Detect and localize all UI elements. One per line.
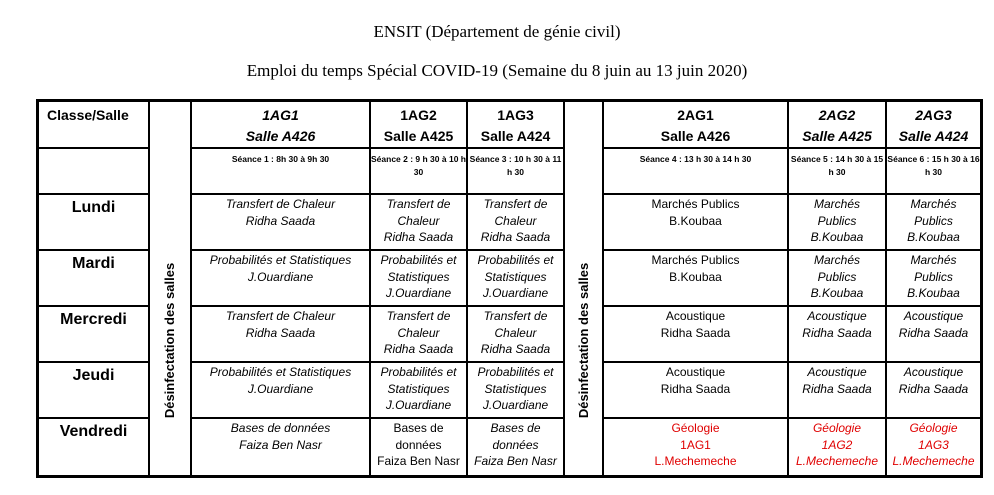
course-cell <box>789 363 885 417</box>
course-text: Chaleur <box>397 213 440 228</box>
course-cell <box>887 419 980 475</box>
column-header <box>604 102 787 147</box>
course-text: Marchés Publics <box>651 253 740 267</box>
session-time <box>371 149 466 193</box>
session-time <box>468 149 563 193</box>
course-text: Acoustique <box>665 365 726 379</box>
course-text: Publics <box>817 269 857 284</box>
column-header <box>192 102 369 147</box>
course-text: Transfert de <box>386 309 451 323</box>
course-text: Acoustique <box>807 365 867 379</box>
course-cell <box>887 195 980 249</box>
course-cell <box>468 307 563 361</box>
course-text: Ridha Saada <box>245 213 316 228</box>
course-text: B.Koubaa <box>810 230 864 244</box>
day-name: Lundi <box>71 199 116 216</box>
day-name: Jeudi <box>72 367 115 384</box>
course-text: B.Koubaa <box>907 286 960 300</box>
course-text: Acoustique <box>807 309 867 323</box>
corner-label: Classe/Salle <box>47 107 129 123</box>
course-text: J.Ouardiane <box>247 381 314 396</box>
course-text: Probabilités et Statistiques <box>209 253 352 267</box>
document-title: ENSIT (Département de génie civil) <box>373 22 621 41</box>
course-cell <box>371 363 466 417</box>
course-text: Statistiques <box>484 381 547 396</box>
session-label: Séance 4 : 13 h 30 à 14 h 30 <box>639 154 752 164</box>
session-row-label <box>39 149 148 193</box>
group-name: 2AG2 <box>818 107 856 123</box>
session-label: Séance 5 : 14 h 30 à 15 h 30 <box>790 154 884 177</box>
course-text: Faiza Ben Nasr <box>474 454 557 468</box>
session-label: Séance 1 : 8h 30 à 9h 30 <box>231 154 330 164</box>
room-name: Salle A426 <box>660 128 731 144</box>
course-text: L.Mechemeche <box>654 454 737 468</box>
course-text: Publics <box>817 213 857 228</box>
course-text: L.Mechemeche <box>892 454 975 468</box>
course-cell <box>887 251 980 305</box>
course-text: Marchés <box>910 253 957 267</box>
course-text: J.Ouardiane <box>385 398 452 412</box>
course-text: Marchés <box>910 197 957 211</box>
course-text: Acoustique <box>903 309 964 323</box>
group-name: 1AG1 <box>262 107 299 123</box>
course-cell <box>371 195 466 249</box>
course-cell <box>887 363 980 417</box>
disinfection-label: Désinfectation des salles <box>162 262 178 419</box>
course-text: Marchés <box>813 197 860 211</box>
course-cell <box>789 419 885 475</box>
course-text: J.Ouardiane <box>482 398 549 412</box>
session-time <box>789 149 885 193</box>
disinfection-column <box>150 102 190 475</box>
day-label <box>39 195 148 249</box>
course-text: Transfert de Chaleur <box>225 309 336 323</box>
session-time <box>604 149 787 193</box>
course-text: Ridha Saada <box>802 381 872 396</box>
course-text: Acoustique <box>665 309 726 323</box>
group-name: 2AG1 <box>677 107 714 123</box>
course-text: Ridha Saada <box>802 325 872 340</box>
course-text: Ridha Saada <box>480 230 551 244</box>
course-cell <box>371 419 466 475</box>
course-text: B.Koubaa <box>669 213 722 228</box>
timetable <box>36 99 983 478</box>
session-label: Séance 3 : 10 h 30 à 11 h 30 <box>469 154 562 177</box>
group-name: 1AG2 <box>400 107 437 123</box>
course-text: Ridha Saada <box>898 325 969 340</box>
course-cell <box>371 307 466 361</box>
course-text: Ridha Saada <box>383 230 454 244</box>
course-text: Ridha Saada <box>480 342 551 356</box>
course-text: Probabilités et <box>477 365 554 379</box>
course-text: Transfert de <box>483 197 548 211</box>
course-text: Géologie <box>812 421 862 435</box>
room-name: Salle A424 <box>480 128 551 144</box>
course-cell <box>604 251 787 305</box>
day-name: Mercredi <box>60 311 127 328</box>
session-label: Séance 2 : 9 h 30 à 10 h 30 <box>371 154 466 177</box>
course-text: Marchés Publics <box>651 197 740 211</box>
column-header <box>887 102 980 147</box>
course-text: B.Koubaa <box>669 269 722 284</box>
course-cell <box>192 419 369 475</box>
course-text: Ridha Saada <box>660 325 731 340</box>
course-text: B.Koubaa <box>810 286 864 300</box>
course-cell <box>192 195 369 249</box>
disinfection-column <box>565 102 602 475</box>
day-name: Mardi <box>72 255 115 272</box>
room-name: Salle A426 <box>245 128 316 144</box>
column-header <box>371 102 466 147</box>
course-text: Chaleur <box>397 325 440 340</box>
course-text: Chaleur <box>494 325 537 340</box>
session-time <box>192 149 369 193</box>
course-text: Bases de données <box>230 421 331 435</box>
course-cell <box>789 307 885 361</box>
course-text: Probabilités et <box>477 253 554 267</box>
course-text: Statistiques <box>387 381 450 396</box>
day-name: Vendredi <box>59 423 128 440</box>
course-text: 1AG3 <box>918 437 949 452</box>
course-text: Géologie <box>909 421 958 435</box>
room-name: Salle A425 <box>383 128 454 144</box>
course-text: J.Ouardiane <box>247 269 314 284</box>
course-text: Probabilités et Statistiques <box>209 365 352 379</box>
course-text: 1AG2 <box>821 437 853 452</box>
room-name: Salle A424 <box>898 128 969 144</box>
course-text: Publics <box>914 213 953 228</box>
course-cell <box>604 363 787 417</box>
course-text: J.Ouardiane <box>385 286 452 300</box>
course-text: Faiza Ben Nasr <box>377 454 460 468</box>
course-text: Géologie <box>671 421 720 435</box>
course-cell <box>468 363 563 417</box>
course-text: L.Mechemeche <box>795 454 879 468</box>
column-header <box>468 102 563 147</box>
course-text: B.Koubaa <box>907 230 960 244</box>
course-text: Marchés <box>813 253 860 267</box>
course-cell <box>192 363 369 417</box>
course-text: Statistiques <box>387 269 450 284</box>
course-text: Faiza Ben Nasr <box>239 437 322 452</box>
course-text: J.Ouardiane <box>482 286 549 300</box>
course-cell <box>468 419 563 475</box>
course-text: Ridha Saada <box>898 381 969 396</box>
course-text: Acoustique <box>903 365 964 379</box>
course-text: Transfert de <box>483 309 548 323</box>
course-cell <box>604 195 787 249</box>
course-text: Transfert de Chaleur <box>225 197 336 211</box>
course-text: Statistiques <box>484 269 547 284</box>
course-cell <box>468 195 563 249</box>
course-text: Ridha Saada <box>660 381 731 396</box>
course-text: Transfert de <box>386 197 451 211</box>
day-label <box>39 419 148 475</box>
course-text: Bases de <box>393 421 444 435</box>
course-text: Chaleur <box>494 213 537 228</box>
course-text: Bases de <box>490 421 541 435</box>
course-text: Probabilités et <box>380 253 457 267</box>
course-text: Probabilités et <box>380 365 457 379</box>
group-name: 1AG3 <box>497 107 534 123</box>
column-header <box>789 102 885 147</box>
day-label <box>39 363 148 417</box>
course-cell <box>192 251 369 305</box>
course-text: 1AG1 <box>680 437 711 452</box>
course-text: Ridha Saada <box>245 325 316 340</box>
session-time <box>887 149 980 193</box>
course-cell <box>887 307 980 361</box>
session-label: Séance 6 : 15 h 30 à 16 h 30 <box>887 154 980 177</box>
disinfection-label: Désinfectation des salles <box>576 262 591 419</box>
document-subtitle: Emploi du temps Spécial COVID-19 (Semaine du 8 juin au 13 juin 2020) <box>246 61 748 80</box>
corner-header <box>39 102 148 147</box>
group-name: 2AG3 <box>915 107 952 123</box>
course-cell <box>192 307 369 361</box>
course-cell <box>468 251 563 305</box>
course-cell <box>604 419 787 475</box>
course-text: Publics <box>914 269 953 284</box>
course-cell <box>789 251 885 305</box>
room-name: Salle A425 <box>802 128 872 144</box>
course-text: données <box>492 437 539 452</box>
day-label <box>39 251 148 305</box>
day-label <box>39 307 148 361</box>
course-cell <box>371 251 466 305</box>
course-text: Ridha Saada <box>383 342 454 356</box>
course-text: données <box>395 437 442 452</box>
course-cell <box>604 307 787 361</box>
course-cell <box>789 195 885 249</box>
